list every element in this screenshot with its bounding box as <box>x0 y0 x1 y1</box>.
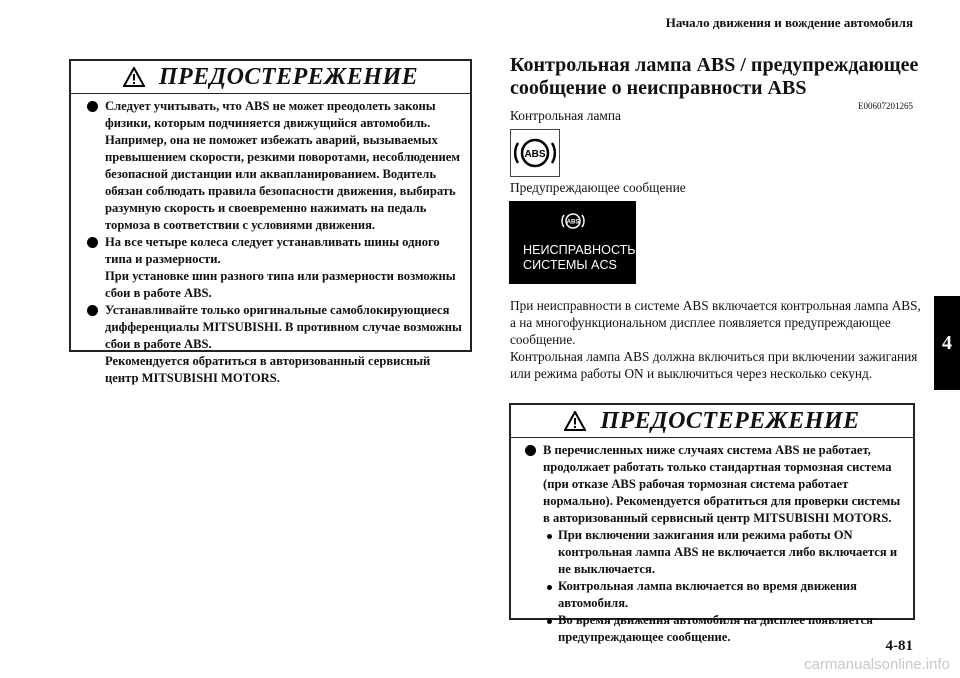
section-paragraphs <box>510 297 928 382</box>
left-warning-box <box>69 59 472 385</box>
lamp-label: Контрольная лампа <box>510 108 621 123</box>
warning-item <box>87 234 462 302</box>
display-line-2: СИСТЕМЫ ACS <box>523 258 617 272</box>
warning-body <box>71 94 470 387</box>
warning-subitem <box>545 612 905 646</box>
page-number: 4-81 <box>885 638 913 654</box>
warning-subitem <box>545 527 905 578</box>
chapter-tab: 4 <box>934 296 960 390</box>
abs-display-icon-text: ABS <box>566 219 580 226</box>
section-title: Контрольная лампа ABS / предупреждающее сообщение о неисправности ABS <box>510 54 919 99</box>
warning-triangle-icon <box>564 411 586 431</box>
bullet-icon <box>525 445 536 456</box>
warning-item-text: Рекомендуется обратиться в авторизованный сервисный центр MITSUBISHI MOTORS. <box>105 354 431 385</box>
warning-item <box>525 442 905 646</box>
warning-message-display <box>509 201 636 284</box>
bullet-icon <box>87 305 98 316</box>
warning-title: ПРЕДОСТЕРЕЖЕНИЕ <box>600 407 860 434</box>
abs-lamp-text: ABS <box>524 149 546 160</box>
warning-item-text: Следует учитывать, что ABS не может преодолеть законы физики, которым подчиняется движущийся автомобиль. Например, она не поможет избежать аварий, вызываемых превышением скорости, резкими поворотами, несоблюдением безопасной дистанции или аквапланированием. Водитель обязан соблюдать правила безопасности движения, выбирать разумную скорость и своевременно нажимать на педаль тормоза в соответствии с условиями движения. <box>105 99 460 232</box>
watermark: carmanualsonline.info <box>804 656 950 673</box>
warning-triangle-icon <box>123 67 145 87</box>
bullet-icon <box>87 101 98 112</box>
warning-subitem-text: При включении зажигания или режима работы ON контрольная лампа ABS не включается либо включается и не выключается. <box>558 528 898 576</box>
paragraph: При неисправности в системе ABS включается контрольная лампа ABS, а на многофункциональном дисплее появляется предупреждающее сообщение. <box>510 298 921 347</box>
warning-body <box>511 438 913 646</box>
bullet-icon <box>87 237 98 248</box>
document-code: E00607201265 <box>858 101 913 111</box>
abs-lamp-image <box>510 129 560 177</box>
paragraph: Контрольная лампа ABS должна включиться при включении зажигания или режима работы ON и выключиться через несколько секунд. <box>510 349 918 381</box>
warning-item-text: В перечисленных ниже случаях система ABS не работает, продолжает работать только стандартная тормозная система (при отказе ABS рабочая тормозная система работает нормально). Рекомендуется обратиться для проверки системы в авторизованный сервисный центр MITSUBISHI MOTORS. <box>543 443 901 525</box>
warning-item-text: При установке шин разного типа или размерности возможны сбои в работе ABS. <box>105 269 456 300</box>
warning-item <box>87 98 462 234</box>
sub-bullet-icon <box>547 619 552 624</box>
running-header: Начало движения и вождение автомобиля <box>665 15 913 30</box>
display-message-text <box>523 243 636 273</box>
warning-header <box>71 61 470 94</box>
warning-subitem-text: Контрольная лампа включается во время движения автомобиля. <box>558 579 857 610</box>
warning-header <box>511 405 913 438</box>
message-label: Предупреждающее сообщение <box>510 180 686 195</box>
abs-warning-lamp-icon <box>511 130 559 176</box>
sub-bullet-icon <box>547 534 552 539</box>
warning-item-text: На все четыре колеса следует устанавливать шины одного типа и размерности. <box>105 235 440 266</box>
right-warning-box <box>509 403 915 644</box>
warning-subitem-text: Во время движения автомобиля на дисплее появляется предупреждающее сообщение. <box>558 613 873 644</box>
display-line-1: НЕИСПРАВНОСТЬ <box>523 243 636 257</box>
warning-item-text: Устанавливайте только оригинальные самоблокирующиеся дифференциалы MITSUBISHI. В противном случае возможны сбои в работе ABS. <box>105 303 462 351</box>
warning-item <box>87 302 462 387</box>
abs-display-icon <box>561 209 585 233</box>
warning-title: ПРЕДОСТЕРЕЖЕНИЕ <box>158 63 419 90</box>
warning-subitem <box>545 578 905 612</box>
sub-bullet-icon <box>547 585 552 590</box>
